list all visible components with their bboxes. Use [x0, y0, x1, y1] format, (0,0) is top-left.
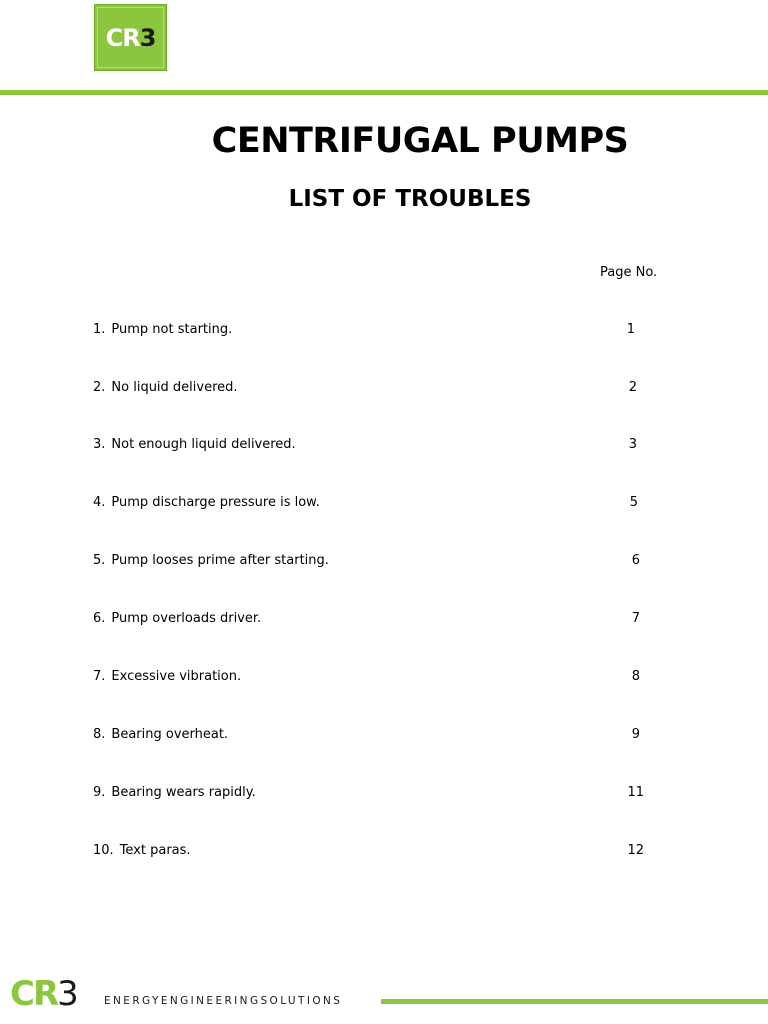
footer-logo-text-b: 3 — [57, 974, 77, 1014]
toc-item-number: 5. — [93, 553, 106, 568]
toc-item — [93, 843, 663, 861]
toc-item-number: 9. — [93, 785, 106, 800]
toc-item-text: Pump overloads driver. — [111, 611, 262, 626]
footer-divider — [381, 999, 768, 1004]
toc-item-text: Pump looses prime after starting. — [111, 553, 329, 568]
toc-item-page: 2 — [628, 380, 637, 395]
header-logo-text-a: CR — [105, 23, 140, 52]
toc-item-number: 4. — [93, 495, 106, 510]
toc-item — [93, 553, 663, 571]
toc-item-page: 5 — [629, 495, 638, 510]
toc-item-text: Pump discharge pressure is low. — [111, 495, 320, 510]
toc-item — [93, 322, 663, 340]
header-logo — [94, 4, 167, 71]
toc-item-number: 7. — [93, 669, 106, 684]
toc-item-text: Bearing overheat. — [111, 727, 229, 742]
toc-item-number: 6. — [93, 611, 106, 626]
toc-item-text: Not enough liquid delivered. — [111, 437, 296, 452]
footer-logo-text-a: CR — [10, 974, 58, 1014]
toc-item — [93, 727, 663, 745]
toc-item-page: 11 — [627, 785, 644, 800]
footer-tagline: ENERGYENGINEERINGSOLUTIONS — [104, 995, 343, 1007]
toc-item-page: 1 — [626, 322, 635, 337]
toc-item-text: No liquid delivered. — [111, 380, 238, 395]
toc-item — [93, 611, 663, 629]
toc-item-page: 6 — [631, 553, 640, 568]
toc-item-number: 8. — [93, 727, 106, 742]
toc-item-text: Excessive vibration. — [111, 669, 242, 684]
toc-item-number: 2. — [93, 380, 106, 395]
toc-item — [93, 380, 663, 398]
header-divider — [0, 90, 768, 95]
toc-item-page: 8 — [631, 669, 640, 684]
toc-item — [93, 495, 663, 513]
toc-item-text: Text paras. — [119, 843, 191, 858]
toc-item-page: 9 — [631, 727, 640, 742]
header-logo-text-b: 3 — [139, 23, 156, 52]
toc-item-page: 3 — [628, 437, 637, 452]
footer-logo — [10, 974, 77, 1014]
toc-item-number: 10. — [93, 843, 114, 858]
document-subtitle: LIST OF TROUBLES — [288, 186, 532, 212]
document-title: CENTRIFUGAL PUMPS — [211, 121, 629, 161]
toc-item-text: Pump not starting. — [111, 322, 233, 337]
toc-item-number: 3. — [93, 437, 106, 452]
toc-item-text: Bearing wears rapidly. — [111, 785, 256, 800]
toc-item-page: 7 — [631, 611, 640, 626]
toc-item — [93, 437, 663, 455]
toc-item — [93, 785, 663, 803]
toc-item-page: 12 — [627, 843, 644, 858]
toc-item — [93, 669, 663, 687]
page-column-header: Page No. — [600, 265, 658, 280]
toc-item-number: 1. — [93, 322, 106, 337]
